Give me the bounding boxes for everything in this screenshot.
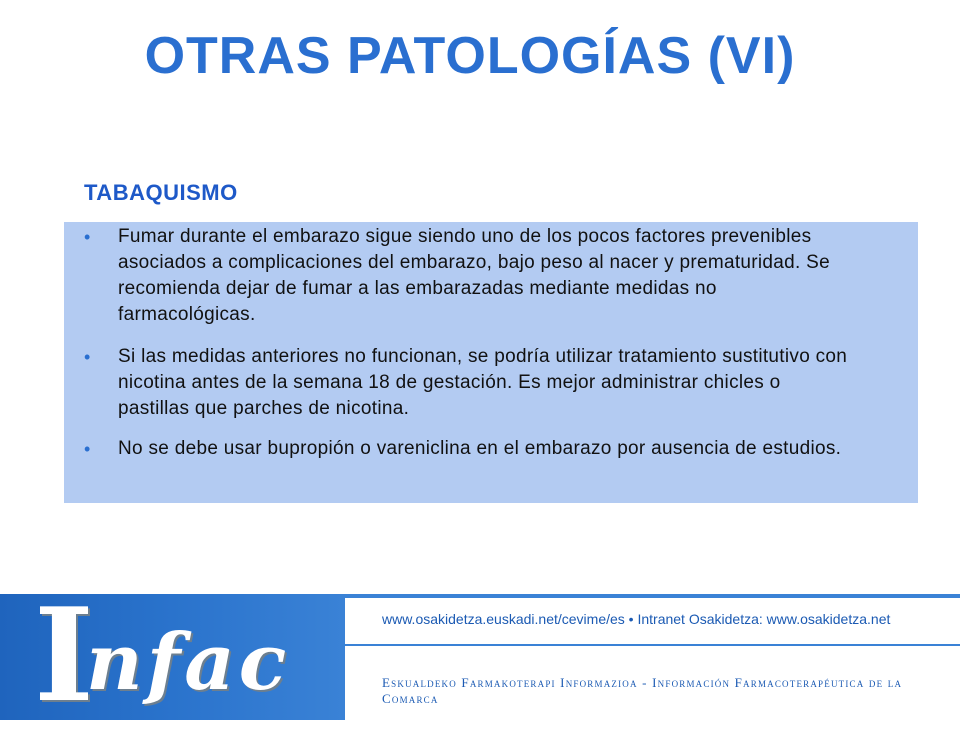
content-box	[64, 222, 918, 503]
bullet-item	[84, 224, 854, 328]
logo-initial: I	[34, 581, 94, 731]
bullet-text: Si las medidas anteriores no funcionan, se podría utilizar tratamiento sustitutivo con nicotina antes de la semana 18 de gestación. Es mejor administrar chicles o pastillas que parches de nicotina.	[118, 346, 848, 419]
footer-url-line[interactable]: www.osakidetza.euskadi.net/cevime/es • Intranet Osakidetza: www.osakidetza.net	[382, 611, 891, 627]
slide-title: OTRAS PATOLOGÍAS (VI)	[144, 27, 796, 85]
bullet-item	[84, 344, 854, 422]
bullet-text: Fumar durante el embarazo sigue siendo uno de los pocos factores prevenibles asociados a complicaciones del embarazo, bajo peso al nacer y prematuridad. Se recomienda dejar de fumar a las embarazadas mediante medidas no farmacológicas.	[118, 226, 831, 325]
bullet-marker: •	[84, 227, 91, 247]
bullet-marker: •	[84, 347, 91, 367]
footer-divider	[345, 644, 960, 646]
footer-top-strip	[345, 594, 960, 598]
section-heading: TABAQUISMO	[84, 180, 238, 205]
bullet-marker: •	[84, 439, 91, 459]
footer-tagline: Eskualdeko Farmakoterapi Informazioa - Información Farmacoterapéutica de la Comarca	[382, 675, 903, 706]
bullet-text: No se debe usar bupropión o vareniclina en el embarazo por ausencia de estudios.	[118, 438, 842, 459]
bullet-item	[84, 436, 854, 462]
logo-wordmark: nfac	[86, 617, 291, 708]
infac-logo	[34, 581, 344, 731]
